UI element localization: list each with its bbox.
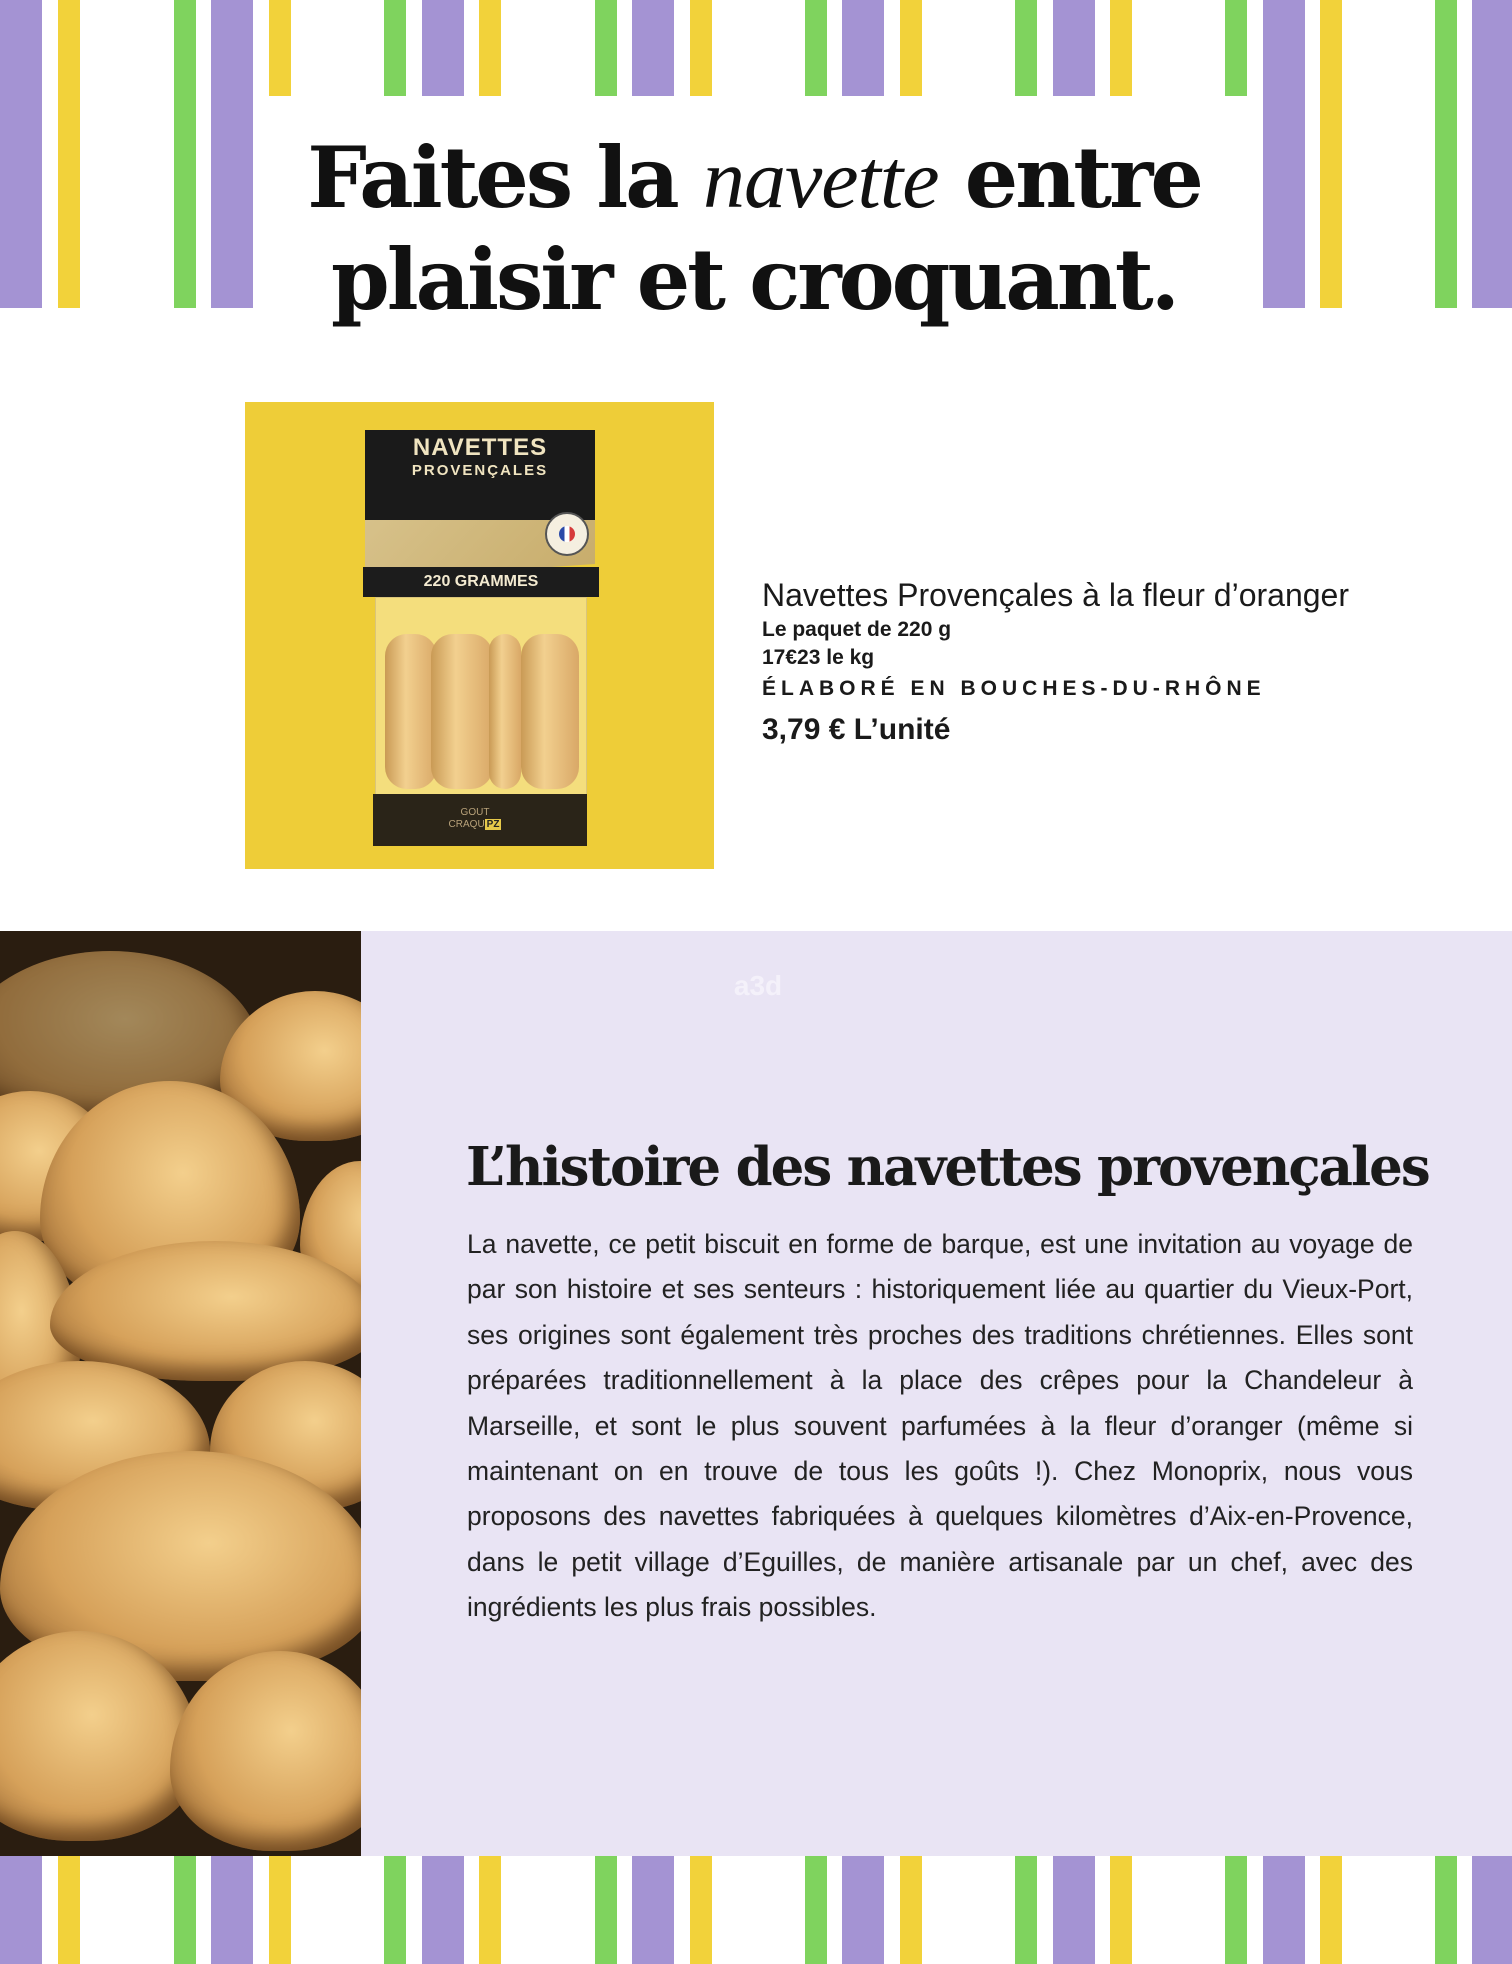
stripe [632,0,674,96]
stripe [58,1856,80,1964]
stripe [1435,0,1457,308]
page-headline [254,128,1254,330]
product-photo [245,402,714,869]
stripe [1263,1856,1305,1964]
navette-image [170,1651,361,1851]
stripe [211,0,253,308]
stripe [58,0,80,308]
stripe [0,0,42,308]
package-label [365,430,595,520]
stripe [1110,0,1132,96]
stripe [900,0,922,96]
stripe [174,0,196,308]
headline-after: entre [964,128,1201,227]
stripe [479,1856,501,1964]
headline-emphasis: navette [702,133,939,226]
stripe [422,1856,464,1964]
stripe [211,1856,253,1964]
watermark: a3d [733,970,783,1001]
stripe [1053,0,1095,96]
package-logo-line-2: CRAQU [448,819,485,830]
stripe [479,0,501,96]
stripe [595,1856,617,1964]
bottom-stripe-band [0,1856,1512,1964]
stripe [1110,1856,1132,1964]
biscuit-image [431,634,493,789]
stripe [1015,0,1037,96]
stripe [805,0,827,96]
stripe [805,1856,827,1964]
product-info [762,574,1462,750]
stripe [1225,1856,1247,1964]
package-logo-line-1: GOUT [460,807,490,818]
stripe [269,1856,291,1964]
stripe [384,0,406,96]
package-weight: 220 GRAMMES [363,567,599,597]
stripe [1320,1856,1342,1964]
story-title: L’histoire des navettes provençales [466,1136,1429,1198]
stripe [842,1856,884,1964]
headline-line-2: plaisir et croquant. [331,230,1177,329]
headline-before: Faites la [307,128,677,227]
stripe [900,1856,922,1964]
stripe [595,0,617,96]
stripe [1225,0,1247,96]
stripe [632,1856,674,1964]
stripe [1263,0,1305,308]
stripe [384,1856,406,1964]
stripe [1320,0,1342,308]
stripe [174,1856,196,1964]
headline-line-1 [254,128,1254,230]
package-brand: NAVETTES [412,434,548,461]
stripe [422,0,464,96]
product-price-per-kg: 17€23 le kg [762,646,875,669]
story-photo [0,931,361,1856]
stripe [1435,1856,1457,1964]
france-flag-icon [545,512,589,556]
stripe [1472,0,1512,308]
story-body: La navette, ce petit biscuit en forme de barque, est une invitation au voyage de par son histoire et ses senteurs : historiquement liée au quartier du Vieux-Port, ses origines sont également très proches des traditions chrétiennes. Elles sont préparées traditionnellement à la place des crêpes pour la Chandeleur à Marseille, et sont le plus souvent parfumées à la fleur d’oranger (même si maintenant on en trouve de tous les goûts !). Chez Monoprix, nous vous proposons des navettes fabriquées à quelques kilomètres d’Aix-en-Provence, dans le petit village d’Eguilles, de manière artisanale par un chef, avec des ingrédients les plus frais possibles. [467,1229,1413,1623]
stripe [842,0,884,96]
product-pack-size: Le paquet de 220 g [762,618,952,641]
stripe [0,1856,42,1964]
biscuit-image [489,634,521,789]
product-origin: ÉLABORÉ EN BOUCHES-DU-RHÔNE [762,677,1266,700]
stripe [690,0,712,96]
stripe [1015,1856,1037,1964]
stripe [269,0,291,96]
product-price: 3,79 € L’unité [762,713,951,746]
biscuit-image [385,634,437,789]
product-name: Navettes Provençales à la fleur d’oranger [762,577,1349,613]
stripe [1053,1856,1095,1964]
package-logo-badge: PZ [486,819,500,830]
stripe [690,1856,712,1964]
biscuit-image [521,634,579,789]
stripe [1472,1856,1512,1964]
package-subbrand: PROVENÇALES [411,462,549,479]
package-logo [440,807,510,833]
